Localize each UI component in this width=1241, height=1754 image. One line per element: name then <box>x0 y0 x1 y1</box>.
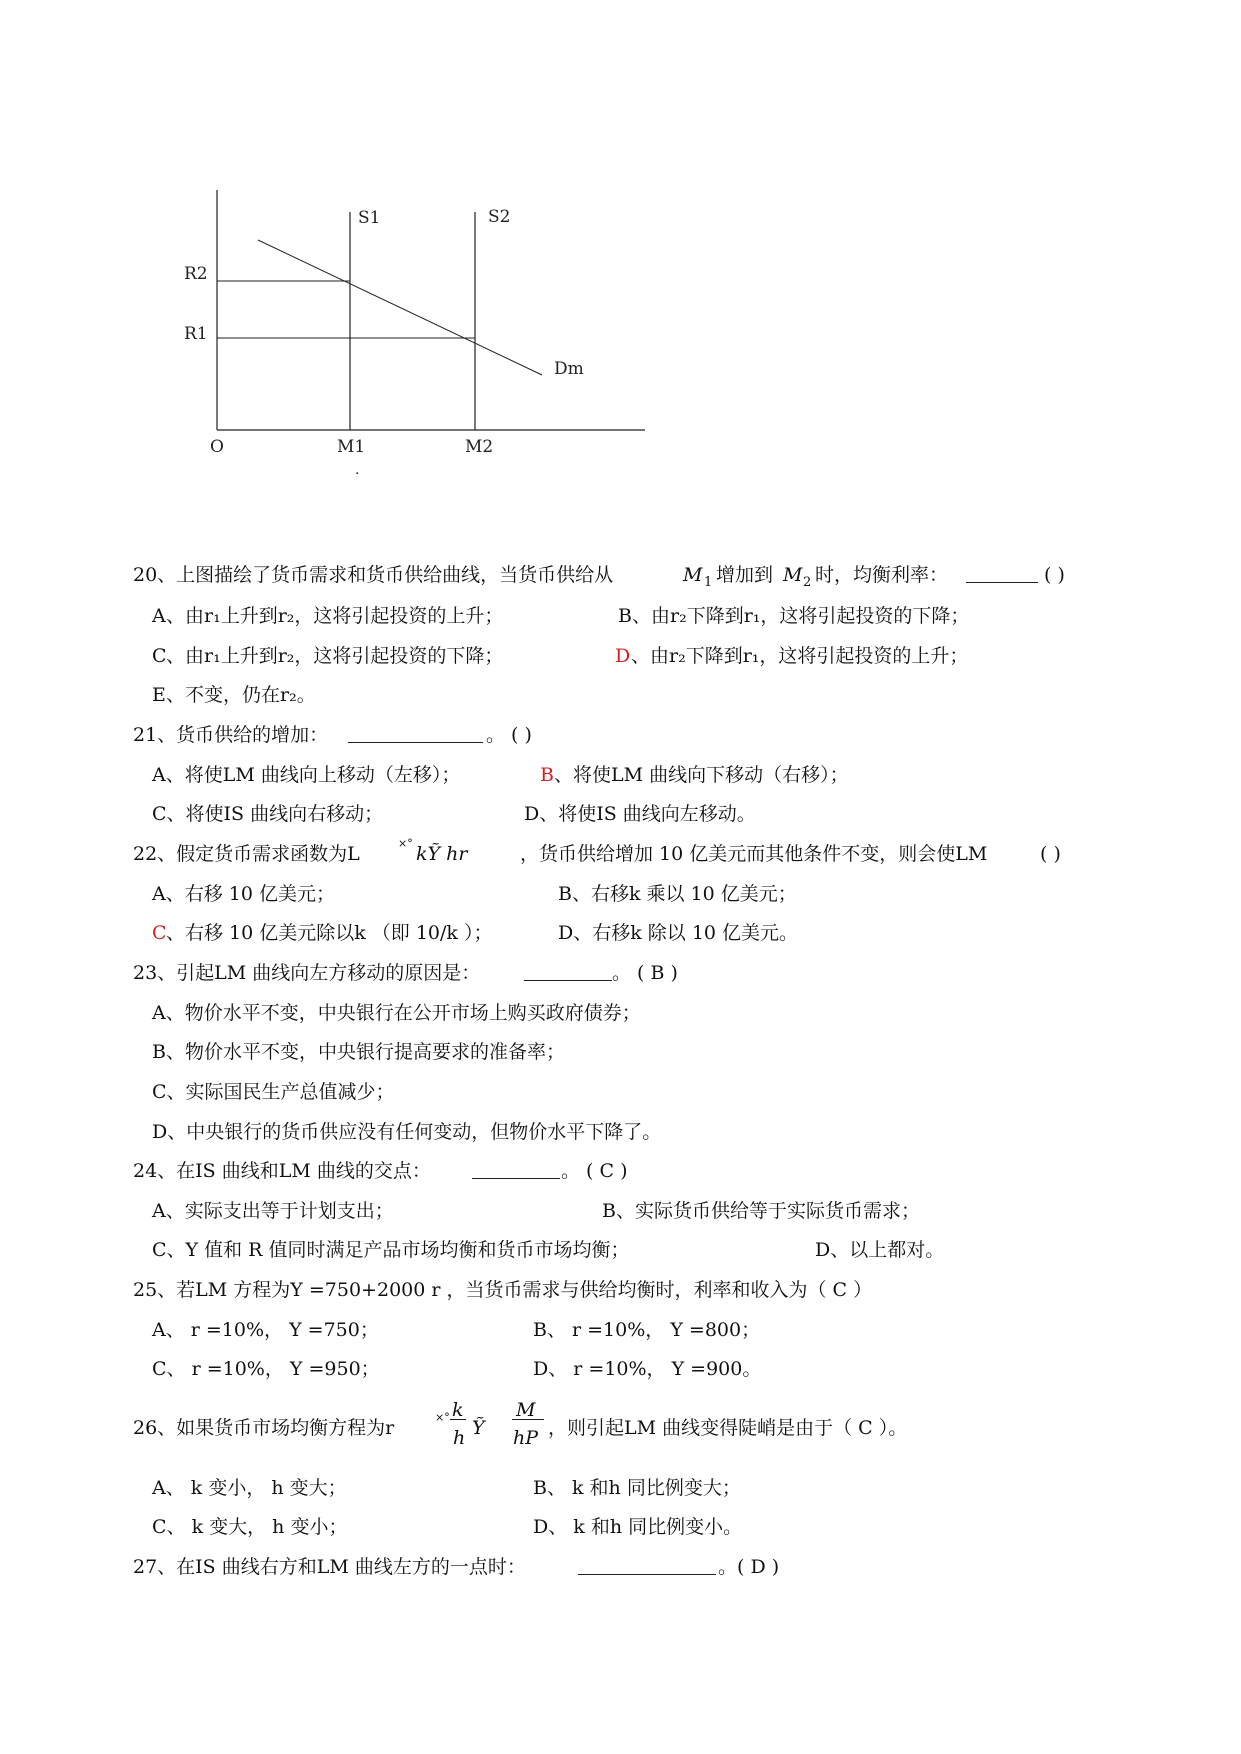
label-dm: Dm <box>554 359 584 379</box>
q23-opt-b: B、物价水平不变，中央银行提高要求的准备率； <box>152 1041 565 1063</box>
q26-frac2-num: M <box>516 1399 536 1421</box>
q21-end: 。 ( ) <box>486 724 532 746</box>
q20-m1: M <box>683 564 703 586</box>
q22-formula: kỸ hr <box>416 843 468 865</box>
q24-stem: 24、在IS 曲线和LM 曲线的交点： <box>133 1160 431 1182</box>
q22-stem: 22、假定货币需求函数为L <box>133 843 360 865</box>
q22-approx-symbol: ×° <box>398 837 413 850</box>
q26-frac2-den: hP <box>513 1427 539 1449</box>
stray-dot: . <box>355 462 360 478</box>
label-r2: R2 <box>184 264 208 284</box>
q22-stem-end: ，货币供给增加 10 亿美元而其他条件不变，则会使LM <box>520 843 988 865</box>
q20-opt-a-letter: A <box>152 605 166 627</box>
q21-stem: 21、货币供给的增加： <box>133 724 329 746</box>
q24-end: 。 ( C ) <box>561 1160 628 1182</box>
q25-opt-b: B、 r =10%， Y =800； <box>533 1319 761 1341</box>
q20-m1-sub: 1 <box>704 575 713 590</box>
label-m2: M2 <box>465 437 494 457</box>
q21-opt-a: A、将使LM 曲线向上移动（左移）； <box>152 764 461 786</box>
q23-opt-c: C、实际国民生产总值减少； <box>152 1081 395 1103</box>
q22-opt-d: D、右移k 除以 10 亿美元。 <box>558 922 799 944</box>
q22-opt-c: 、右移 10 亿美元除以k （即 10/k ）； <box>166 922 493 944</box>
q20-opt-b-letter: B <box>618 605 632 627</box>
q21-opt-b-letter-answer: B <box>540 764 554 786</box>
q22-opt-a: A、右移 10 亿美元； <box>152 883 335 905</box>
q20-opt-d-letter-answer: D <box>615 645 631 667</box>
q26-ytilde: Ỹ <box>472 1417 485 1439</box>
q23-opt-a: A、物价水平不变，中央银行在公开市场上购买政府债券； <box>152 1002 641 1024</box>
q27-stem: 27、在IS 曲线右方和LM 曲线左方的一点时： <box>133 1556 526 1578</box>
q23-answer-blank[interactable] <box>524 960 612 981</box>
q25-opt-c: C、 r =10%， Y =950； <box>152 1358 380 1380</box>
q20-m2-sub: 2 <box>803 575 812 590</box>
q25-opt-a: A、 r =10%， Y =750； <box>152 1319 379 1341</box>
q27-end: 。( D ) <box>718 1556 780 1578</box>
q20-stem-mid: 增加到 <box>716 564 774 586</box>
q20-opt-e: 、不变，仍在r₂。 <box>166 684 316 706</box>
q20-paren: ( ) <box>1044 564 1065 586</box>
q24-answer-blank[interactable] <box>472 1158 560 1179</box>
q24-opt-a: A、实际支出等于计划支出； <box>152 1200 394 1222</box>
q25-opt-d: D、 r =10%， Y =900。 <box>533 1358 762 1380</box>
q20-stem: 20、上图描绘了货币需求和货币供给曲线，当货币供给从 <box>133 564 614 586</box>
q20-answer-blank[interactable] <box>966 562 1038 583</box>
demand-curve-dm <box>258 240 542 375</box>
q24-opt-c: C、Y 值和 R 值同时满足产品市场均衡和货币市场均衡； <box>152 1239 630 1261</box>
q25-stem: 25、若LM 方程为Y =750+2000 r ，当货币需求与供给均衡时，利率和收入为（ C ） <box>133 1279 873 1301</box>
q20-opt-c: 、由r₁上升到r₂，这将引起投资的下降； <box>166 645 504 667</box>
q21-opt-c: C、将使IS 曲线向右移动； <box>152 803 384 825</box>
q20-opt-e-letter: E <box>152 684 166 706</box>
label-m1: M1 <box>337 437 366 457</box>
q22-opt-b: B、右移k 乘以 10 亿美元； <box>558 883 797 905</box>
label-s2: S2 <box>488 207 511 227</box>
q26-stem-end: ，则引起LM 曲线变得陡峭是由于（ C ）。 <box>548 1417 908 1439</box>
q20-opt-d: 、由r₂下降到r₁，这将引起投资的上升； <box>631 645 969 667</box>
q24-opt-b: B、实际货币供给等于实际货币需求； <box>602 1200 920 1222</box>
q23-end: 。 ( B ) <box>612 962 678 984</box>
q26-opt-a: A、 k 变小， h 变大； <box>152 1477 347 1499</box>
q23-opt-d: D、中央银行的货币供应没有任何变动，但物价水平下降了。 <box>152 1121 662 1143</box>
label-origin: O <box>210 437 224 457</box>
q21-opt-b: 、将使LM 曲线向下移动（右移）； <box>554 764 849 786</box>
q26-frac1-den: h <box>453 1427 466 1449</box>
q26-stem: 26、如果货币市场均衡方程为r <box>133 1417 395 1439</box>
q20-stem-end: 时，均衡利率： <box>815 564 949 586</box>
q20-opt-a: 、由r₁上升到r₂，这将引起投资的上升； <box>166 605 504 627</box>
q26-opt-c: C、 k 变大， h 变小； <box>152 1516 348 1538</box>
q26-frac1-num: k <box>452 1399 464 1421</box>
q26-approx-symbol: ×° <box>435 1411 450 1424</box>
q26-opt-d: D、 k 和h 同比例变小。 <box>533 1516 743 1538</box>
q22-opt-c-letter-answer: C <box>152 922 167 944</box>
q20-m2: M <box>783 564 803 586</box>
label-s1: S1 <box>358 208 381 228</box>
q24-opt-d: D、以上都对。 <box>815 1239 945 1261</box>
q20-opt-b: 、由r₂下降到r₁，这将引起投资的下降； <box>632 605 970 627</box>
label-r1: R1 <box>184 324 208 344</box>
q21-opt-d: D、将使IS 曲线向左移动。 <box>524 803 756 825</box>
q22-paren: ( ) <box>1040 843 1061 865</box>
q21-answer-blank[interactable] <box>348 722 483 743</box>
q26-opt-b: B、 k 和h 同比例变大； <box>533 1477 741 1499</box>
q20-opt-c-letter: C <box>152 645 167 667</box>
money-market-diagram <box>184 190 730 520</box>
q23-stem: 23、引起LM 曲线向左方移动的原因是： <box>133 962 481 984</box>
q27-answer-blank[interactable] <box>578 1554 716 1575</box>
